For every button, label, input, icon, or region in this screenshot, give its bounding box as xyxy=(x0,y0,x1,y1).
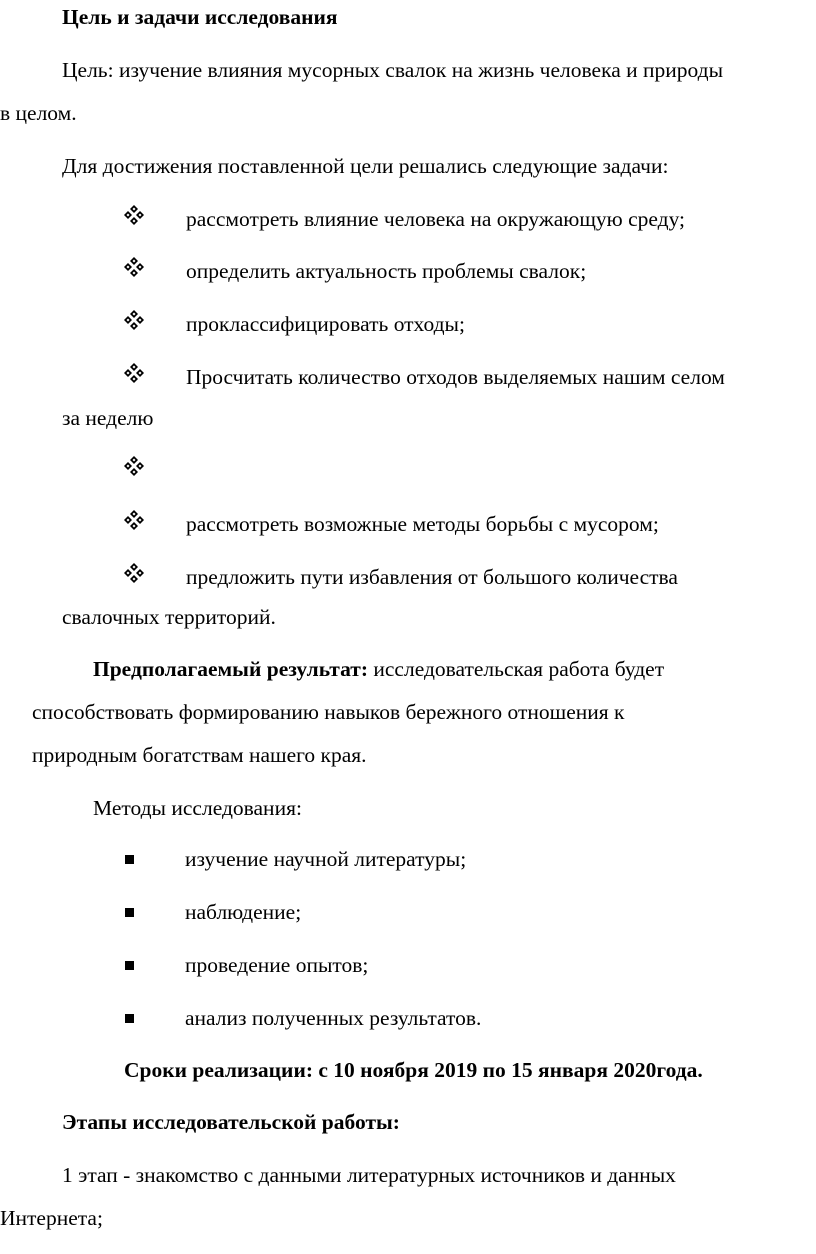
task-item: рассмотреть возможные методы борьбы с мусором; xyxy=(186,512,659,536)
task-item: Просчитать количество отходов выделяемых нашим селом xyxy=(186,365,725,389)
diamond-bullet-icon xyxy=(123,362,145,384)
diamond-bullet-icon xyxy=(123,562,145,584)
stage-1-line-2: Интернета; xyxy=(0,1206,103,1230)
goal-line-1: Цель: изучение влияния мусорных свалок на жизнь человека и природы xyxy=(62,58,724,82)
diamond-bullet-icon xyxy=(123,509,145,531)
expected-result-label: Предполагаемый результат: xyxy=(93,657,368,681)
diamond-bullet-icon xyxy=(123,256,145,278)
square-bullet-icon xyxy=(125,908,134,917)
method-item: проведение опытов; xyxy=(185,953,369,977)
method-item: изучение научной литературы; xyxy=(185,847,467,871)
methods-title: Методы исследования: xyxy=(93,796,302,820)
square-bullet-icon xyxy=(125,855,134,864)
method-item: анализ полученных результатов. xyxy=(185,1006,482,1030)
square-bullet-icon xyxy=(125,1014,134,1023)
goal-line-2: в целом. xyxy=(0,101,77,125)
task-item-continuation: за неделю xyxy=(62,406,154,430)
task-item-continuation: свалочных территорий. xyxy=(62,605,276,629)
task-item: проклассифицировать отходы; xyxy=(186,312,465,336)
tasks-intro: Для достижения поставленной цели решались следующие задачи: xyxy=(62,154,669,178)
page-title: Цель и задачи исследования xyxy=(62,5,338,29)
task-item: предложить пути избавления от большого количества xyxy=(186,565,678,589)
timeline: Сроки реализации: с 10 ноября 2019 по 15 января 2020года. xyxy=(124,1058,703,1082)
expected-result-line-2: способствовать формированию навыков бережного отношения к xyxy=(32,700,625,724)
expected-result-line-3: природным богатствам нашего края. xyxy=(32,743,367,767)
expected-result-line-1 xyxy=(93,656,664,682)
stage-1-line-1: 1 этап - знакомство с данными литературных источников и данных xyxy=(62,1163,676,1187)
diamond-bullet-icon xyxy=(123,309,145,331)
square-bullet-icon xyxy=(125,961,134,970)
stages-title: Этапы исследовательской работы: xyxy=(62,1110,400,1134)
method-item: наблюдение; xyxy=(185,900,302,924)
diamond-bullet-icon xyxy=(123,204,145,226)
diamond-bullet-icon xyxy=(123,455,145,477)
expected-result-text: исследовательская работа будет xyxy=(368,657,665,681)
task-item: определить актуальность проблемы свалок; xyxy=(186,259,587,283)
task-item: рассмотреть влияние человека на окружающую среду; xyxy=(186,207,686,231)
